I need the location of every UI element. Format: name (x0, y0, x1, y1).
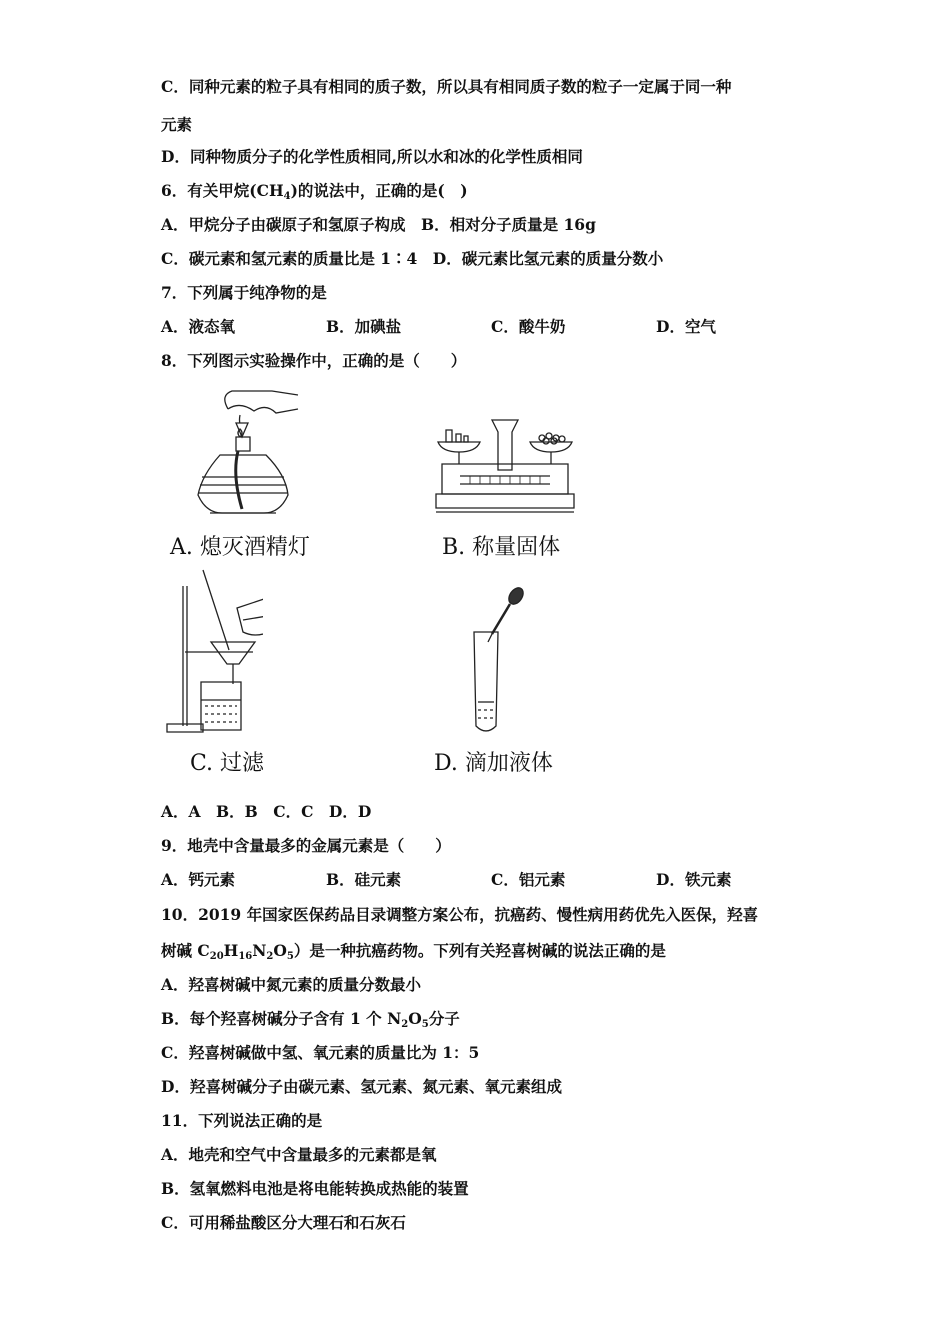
q10-stem-line2: 树碱 $C_{20}H_{16}N_2O_5$）是一种抗癌药物。下列有关羟喜树碱的说法正确的是 (161, 941, 666, 962)
q7-stem: 7．下列属于纯净物的是 (161, 283, 327, 302)
q8-stem: 8．下列图示实验操作中，正确的是（ ） (161, 351, 467, 370)
q5-option-c-line1: C．同种元素的粒子具有相同的质子数，所以具有相同质子数的粒子一定属于同一种 (161, 77, 732, 96)
caption-c: C. 过滤 (190, 751, 265, 776)
balance-scale-figure (430, 412, 580, 524)
q9-option-b: B．硅元素 (326, 870, 402, 889)
q11-stem: 11．下列说法正确的是 (161, 1111, 323, 1130)
filtration-figure (163, 566, 263, 742)
q8-answer-options: A．A B．B C．C D．D (161, 802, 372, 821)
q10-option-c: C．羟喜树碱做中氢、氧元素的质量比为 1：5 (161, 1043, 480, 1062)
q9-option-d: D．铁元素 (656, 870, 732, 889)
dropper-figure (460, 586, 530, 740)
q10-stem-line1: 10．2019 年国家医保药品目录调整方案公布，抗癌药、慢性病用药优先入医保，羟喜 (161, 905, 759, 924)
q7-option-b: B．加碘盐 (326, 317, 402, 336)
q6-stem: 6．有关甲烷$(CH_4)$的说法中，正确的是( ) (161, 181, 468, 202)
q5-option-c-line2: 元素 (161, 115, 193, 134)
q7-option-d: D．空气 (656, 317, 716, 336)
q7-option-c: C．酸牛奶 (491, 317, 566, 336)
q11-option-b: B．氢氧燃料电池是将电能转换成热能的装置 (161, 1179, 469, 1198)
q11-option-a: A．地壳和空气中含量最多的元素都是氧 (161, 1145, 437, 1164)
alcohol-lamp-figure (180, 385, 310, 525)
q10-option-b: B．每个羟喜树碱分子含有 1 个 $N_2O_5$分子 (161, 1009, 460, 1030)
q9-option-c: C．铝元素 (491, 870, 566, 889)
q11-option-c: C．可用稀盐酸区分大理石和石灰石 (161, 1213, 406, 1232)
q10-option-a: A．羟喜树碱中氮元素的质量分数最小 (161, 975, 422, 994)
q10-option-d: D．羟喜树碱分子由碳元素、氢元素、氮元素、氧元素组成 (161, 1077, 562, 1096)
caption-a: A. 熄灭酒精灯 (170, 535, 310, 560)
caption-d: D. 滴加液体 (434, 751, 553, 776)
caption-b: B. 称量固体 (442, 535, 561, 560)
q7-option-a: A．液态氧 (161, 317, 236, 336)
q5-option-d: D．同种物质分子的化学性质相同,所以水和冰的化学性质相同 (161, 147, 583, 166)
q9-stem: 9．地壳中含量最多的金属元素是（ ） (161, 836, 451, 855)
q6-options-ab: A．甲烷分子由碳原子和氢原子构成 B．相对分子质量是 16g (161, 215, 596, 234)
q6-options-cd: C．碳元素和氢元素的质量比是 1∶4 D．碳元素比氢元素的质量分数小 (161, 249, 664, 268)
q9-option-a: A．钙元素 (161, 870, 236, 889)
